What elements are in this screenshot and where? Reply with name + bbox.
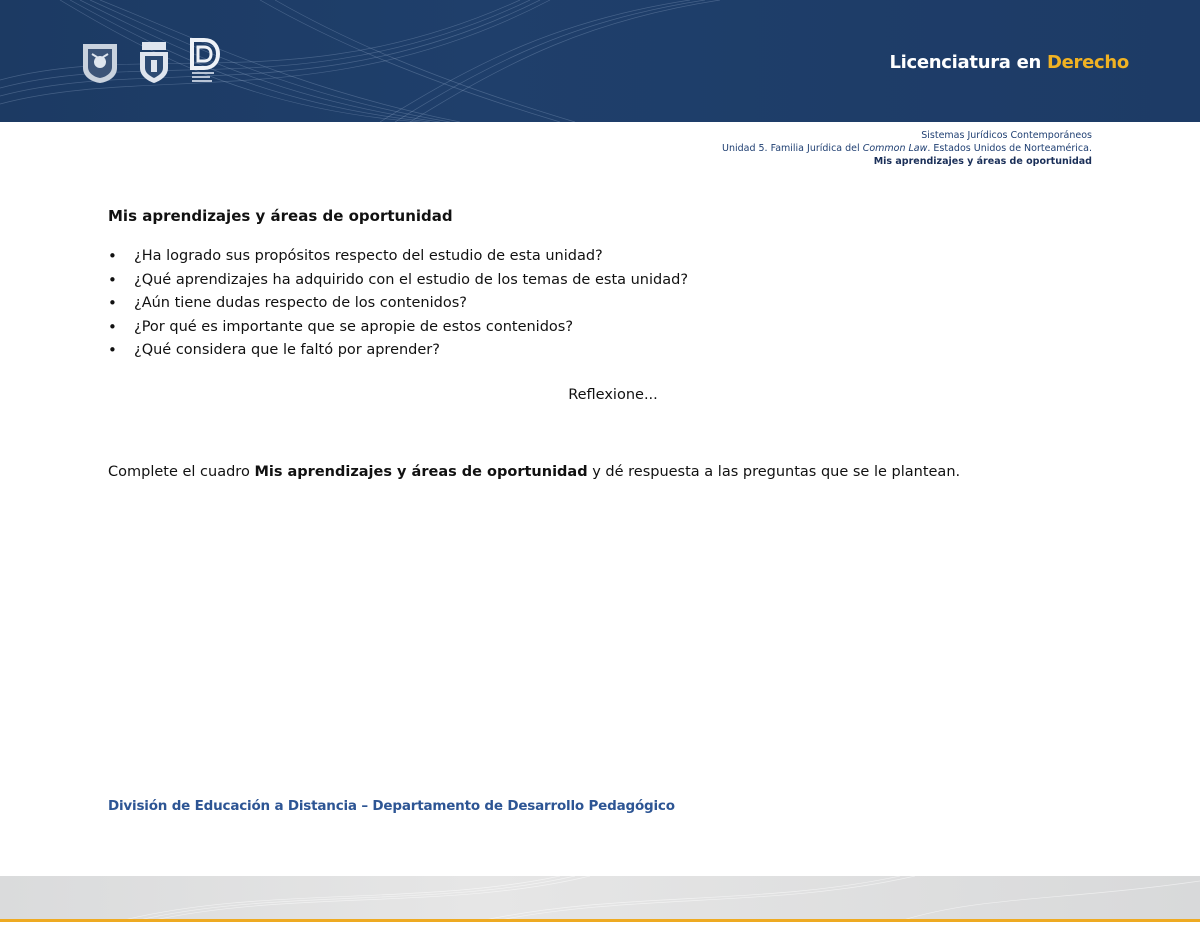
breadcrumb-unit-italic: Common Law (862, 143, 928, 154)
question-item: • ¿Por qué es importante que se apropie de estos contenidos? (108, 316, 1098, 340)
instruction-bold: Mis aprendizajes y áreas de oportunidad (254, 464, 588, 480)
faculty-shield-icon (138, 40, 170, 84)
footer-division-text: División de Educación a Distancia – Departamento de Desarrollo Pedagógico (108, 798, 675, 814)
main-content (108, 206, 1098, 480)
breadcrumb-unit-prefix: Unidad 5. Familia Jurídica del (722, 143, 860, 154)
program-title-prefix: Licenciatura en (889, 52, 1042, 73)
breadcrumb-unit-suffix: . Estados Unidos de Norteamérica. (927, 143, 1092, 154)
question-item: • ¿Aún tiene dudas respecto de los contenidos? (108, 292, 1098, 316)
question-item: • ¿Qué aprendizajes ha adquirido con el estudio de los temas de esta unidad? (108, 269, 1098, 293)
footer-wave-decoration (0, 876, 1200, 921)
footer-accent-line (0, 919, 1200, 922)
division-ed-logo-icon (188, 38, 220, 86)
question-list (108, 245, 1098, 363)
footer-band (0, 876, 1200, 921)
question-item: • ¿Ha logrado sus propósitos respecto del estudio de esta unidad? (108, 245, 1098, 269)
question-item: • ¿Qué considera que le faltó por aprender? (108, 339, 1098, 363)
breadcrumb (722, 129, 1092, 168)
program-title (889, 52, 1129, 73)
reflect-prompt: Reflexione... (568, 387, 658, 403)
breadcrumb-course: Sistemas Jurídicos Contemporáneos (921, 130, 1092, 141)
breadcrumb-unit (722, 142, 1092, 155)
instruction-suffix: y dé respuesta a las preguntas que se le plantean. (592, 464, 961, 480)
institution-logos (80, 36, 220, 88)
program-title-accent: Derecho (1047, 52, 1129, 73)
instruction-text (108, 461, 1108, 483)
section-title: Mis aprendizajes y áreas de oportunidad (108, 207, 453, 225)
unam-seal-icon (80, 40, 120, 84)
breadcrumb-section: Mis aprendizajes y áreas de oportunidad (873, 156, 1092, 167)
header-banner (0, 0, 1200, 122)
instruction-prefix: Complete el cuadro (108, 464, 250, 480)
